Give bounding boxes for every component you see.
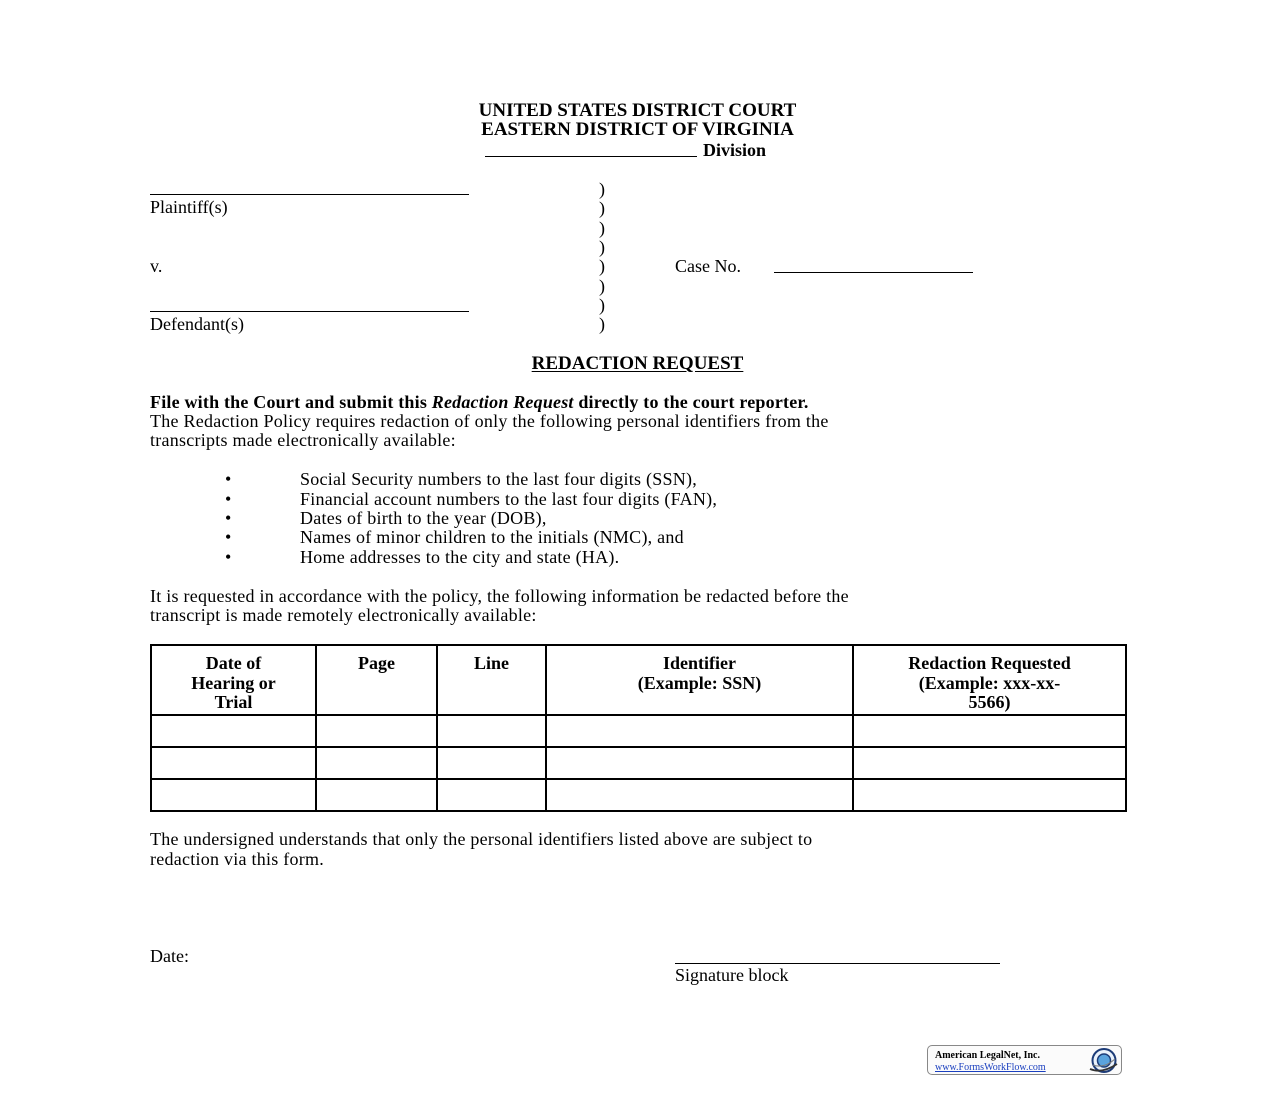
table-cell-line[interactable] <box>437 779 546 811</box>
date-label: Date: <box>150 946 189 966</box>
understanding-text: The undersigned understands that only the personal identifiers listed above are subject to <box>150 829 813 849</box>
header-line: Line <box>473 653 509 673</box>
header-line: Identifier <box>663 653 736 673</box>
column-header-page <box>316 645 437 715</box>
publisher-logo[interactable] <box>927 1045 1122 1075</box>
division-blank[interactable] <box>485 156 697 157</box>
column-header-identifier <box>546 645 853 715</box>
column-header-redaction <box>853 645 1126 715</box>
caption-paren: ) <box>599 237 605 257</box>
understanding-text: redaction via this form. <box>150 849 324 869</box>
header-line: Date of <box>205 653 262 673</box>
bullet-icon: • <box>225 469 232 489</box>
caption-paren: ) <box>599 256 605 276</box>
plaintiff-label: Plaintiff(s) <box>150 197 228 217</box>
table-cell-redaction[interactable] <box>853 715 1126 747</box>
list-item: Dates of birth to the year (DOB), <box>300 508 547 528</box>
header-line: Page <box>358 653 395 673</box>
table-cell-page[interactable] <box>316 747 437 779</box>
table-cell-redaction[interactable] <box>853 779 1126 811</box>
table-cell-page[interactable] <box>316 779 437 811</box>
column-header-date <box>151 645 316 715</box>
bullet-icon: • <box>225 527 232 547</box>
defendant-label: Defendant(s) <box>150 314 244 334</box>
instruction-text: directly to the court reporter. <box>573 392 809 412</box>
logo-url[interactable]: www.FormsWorkFlow.com <box>935 1062 1046 1073</box>
filing-instruction <box>150 393 809 413</box>
header-line: Redaction Requested <box>908 653 1071 673</box>
caption-paren: ) <box>599 276 605 296</box>
header-line: Trial <box>214 692 253 712</box>
bullet-icon: • <box>225 508 232 528</box>
list-item: Home addresses to the city and state (HA). <box>300 547 620 567</box>
defendant-blank[interactable] <box>150 311 469 312</box>
policy-text: transcripts made electronically available: <box>150 430 456 450</box>
case-no-blank[interactable] <box>774 272 973 273</box>
signature-label: Signature block <box>675 965 789 985</box>
request-text: It is requested in accordance with the policy, the following information be redacted before the <box>150 586 849 606</box>
table-row <box>151 715 1126 747</box>
list-item: Names of minor children to the initials (NMC), and <box>300 527 684 547</box>
court-name: UNITED STATES DISTRICT COURT <box>478 100 797 121</box>
bullet-icon: • <box>225 547 232 567</box>
table-cell-redaction[interactable] <box>853 747 1126 779</box>
logo-company: American LegalNet, Inc. <box>935 1050 1040 1061</box>
header-line: (Example: SSN) <box>637 672 762 693</box>
table-cell-line[interactable] <box>437 747 546 779</box>
plaintiff-blank[interactable] <box>150 194 469 195</box>
caption-paren: ) <box>599 179 605 199</box>
district-name: EASTERN DISTRICT OF VIRGINIA <box>481 119 794 140</box>
table-row <box>151 779 1126 811</box>
policy-text: The Redaction Policy requires redaction of only the following personal identifiers from the <box>150 411 829 431</box>
table-cell-identifier[interactable] <box>546 747 853 779</box>
globe-icon <box>1084 1047 1120 1074</box>
table-cell-date[interactable] <box>151 747 316 779</box>
table-row <box>151 747 1126 779</box>
table-cell-page[interactable] <box>316 715 437 747</box>
table-cell-date[interactable] <box>151 779 316 811</box>
table-cell-line[interactable] <box>437 715 546 747</box>
column-header-line <box>437 645 546 715</box>
caption-paren: ) <box>599 198 605 218</box>
table-header-row <box>151 645 1126 715</box>
redaction-table <box>150 644 1127 812</box>
table-cell-identifier[interactable] <box>546 779 853 811</box>
bullet-icon: • <box>225 489 232 509</box>
division-label: Division <box>703 140 767 160</box>
header-line: (Example: xxx-xx- <box>918 672 1061 693</box>
request-text: transcript is made remotely electronically available: <box>150 605 537 625</box>
list-item: Financial account numbers to the last four digits (FAN), <box>300 489 718 509</box>
instruction-form-name: Redaction Request <box>431 392 574 412</box>
caption-paren: ) <box>599 314 605 334</box>
list-item: Social Security numbers to the last four digits (SSN), <box>300 469 697 489</box>
form-title: REDACTION REQUEST <box>531 353 744 374</box>
table-cell-identifier[interactable] <box>546 715 853 747</box>
header-line: 5566) <box>968 692 1011 712</box>
instruction-text: File with the Court and submit this <box>150 392 432 412</box>
versus-label: v. <box>150 256 163 276</box>
caption-paren: ) <box>599 295 605 315</box>
header-line: Hearing or <box>191 672 276 693</box>
case-no-label: Case No. <box>675 256 741 276</box>
caption-paren: ) <box>599 218 605 238</box>
table-cell-date[interactable] <box>151 715 316 747</box>
signature-line[interactable] <box>675 963 1000 964</box>
